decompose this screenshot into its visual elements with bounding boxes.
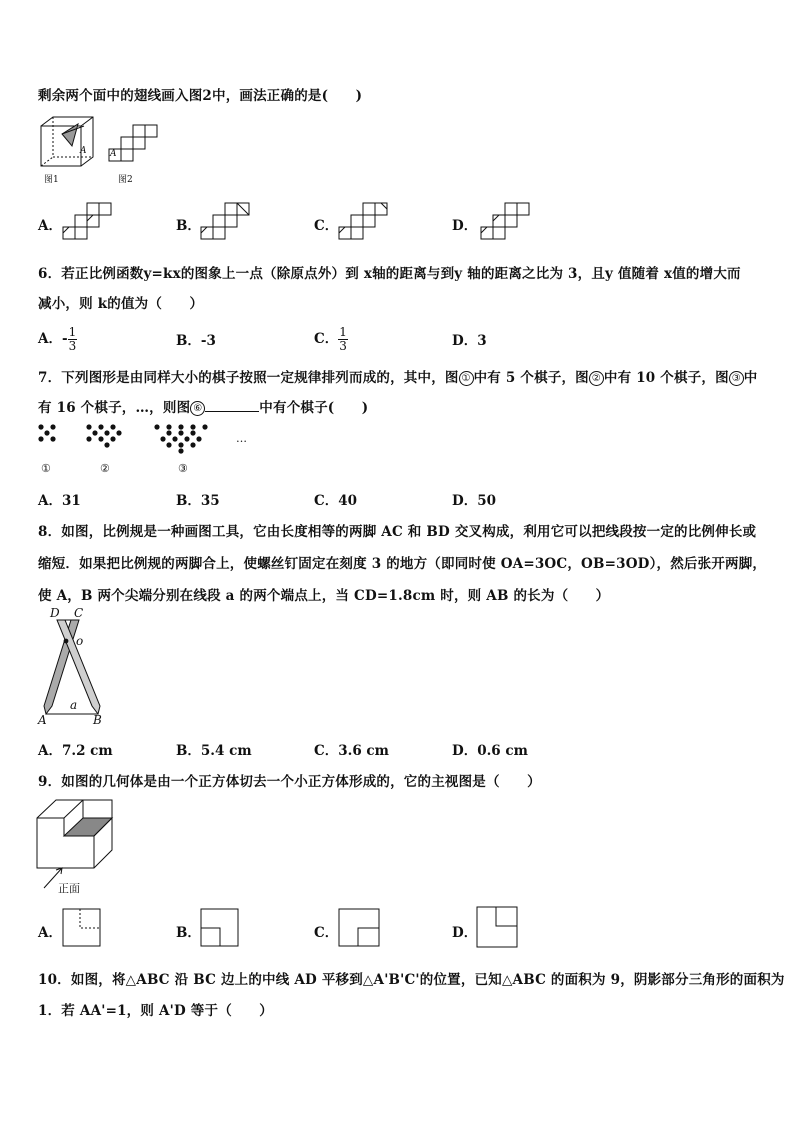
q7-label-3: ③: [178, 462, 188, 475]
q7-pattern-3: [154, 424, 216, 454]
q6-line-1: 6．若正比例函数y=kx的图象上一点（除原点外）到 x轴的距离与到y 轴的距离之比为 3，且y 值随着 x值的增大而: [38, 266, 741, 282]
fig2-caption: 图2: [118, 175, 133, 185]
q9-option-c-view: [338, 908, 382, 948]
q8-label-a-segment: a: [70, 698, 78, 712]
q5-figure-1-cube: [40, 116, 100, 168]
q9-text: 9．如图的几何体是由一个正方体切去一个小正方体形成的，它的主视图是（ ）: [38, 774, 541, 790]
q5-option-d[interactable]: D．: [452, 218, 478, 234]
q8-line-2: 缩短．如果把比例规的两脚合上，使螺丝钉固定在刻度 3 的地方（即同时使 OA=3OC，OB=3OD），然后张开两脚，: [38, 556, 767, 572]
q8-option-a[interactable]: A．7.2 cm: [38, 743, 113, 759]
q7-option-a[interactable]: A．31: [38, 493, 81, 509]
q8-option-c[interactable]: C．3.6 cm: [314, 743, 389, 759]
q9-option-d[interactable]: D．: [452, 925, 478, 941]
q8-option-d[interactable]: D．0.6 cm: [452, 743, 528, 759]
q7-line-1: 7．下列图形是由同样大小的棋子按照一定规律排列而成的，其中，图 ① 中有 5 个棋子，图 ② 中有 10 个棋子，图 ③ 中: [38, 370, 758, 386]
q9-front-label: 正面: [58, 882, 80, 895]
q5-option-c[interactable]: C．: [314, 218, 339, 234]
q8-label-d: D: [50, 606, 60, 620]
q5-option-c-net: [338, 200, 390, 240]
q5-option-b[interactable]: B．: [176, 218, 201, 234]
q6-option-a-fraction: $\frac{1}{3}$: [68, 325, 77, 353]
q8-option-b[interactable]: B．5.4 cm: [176, 743, 252, 759]
q9-option-d-view: [476, 906, 520, 950]
q6-option-c[interactable]: [314, 326, 348, 353]
q5-option-d-net: [480, 200, 532, 240]
q8-label-o: o: [76, 634, 84, 648]
q8-label-c: C: [74, 606, 84, 620]
q9-option-b[interactable]: B．: [176, 925, 201, 941]
fig1-label-a: A: [80, 146, 87, 156]
q5-text: 剩余两个面中的翅线画入图2中，画法正确的是( ): [38, 88, 363, 104]
q9-option-c[interactable]: C．: [314, 925, 339, 941]
q6-option-d[interactable]: D．3: [452, 333, 487, 349]
q8-line-1: 8．如图，比例规是一种画图工具，它由长度相等的两脚 AC 和 BD 交叉构成，利用它可以把线段按一定的比例伸长或: [38, 524, 757, 540]
q9-option-a-view: [62, 908, 102, 948]
q7-option-b[interactable]: B．35: [176, 493, 220, 509]
q7-line-2: 有 16 个棋子，…，则图 ⑥ 中有个棋子( ): [38, 400, 369, 416]
q8-label-a: A: [38, 713, 47, 727]
answer-blank[interactable]: [205, 399, 259, 412]
q8-label-b: B: [93, 713, 102, 727]
q7-label-1: ①: [41, 462, 51, 475]
q7-ellipsis: …: [236, 432, 247, 445]
q5-option-b-net: [200, 200, 252, 240]
q6-option-a[interactable]: [38, 326, 77, 353]
q6-option-c-fraction: $\frac{1}{3}$: [339, 325, 347, 353]
q7-option-d[interactable]: D．50: [452, 493, 496, 509]
q6-line-2: 减小，则 k的值为（ ）: [38, 296, 204, 312]
q9-option-b-view: [200, 908, 240, 948]
q10-line-1: 10．如图，将△ABC 沿 BC 边上的中线 AD 平移到△A'B'C'的位置，已知△ABC 的面积为 9，阴影部分三角形的面积为: [38, 972, 785, 988]
q7-pattern-1: [38, 424, 60, 442]
fig1-caption: 图1: [44, 175, 59, 185]
q9-option-a[interactable]: A．: [38, 925, 62, 941]
q6-option-b[interactable]: B．-3: [176, 333, 216, 349]
fig2-label-a: A: [110, 149, 117, 159]
q5-option-a-net: [62, 200, 114, 240]
q7-option-c[interactable]: C．40: [314, 493, 358, 509]
q7-pattern-2: [86, 424, 126, 446]
q6-option-c-label: C．: [314, 331, 339, 347]
q7-label-2: ②: [100, 462, 110, 475]
q8-line-3: 使 A，B 两个尖端分别在线段 a 的两个端点上，当 CD=1.8cm 时，则 AB 的长为（ ）: [38, 588, 610, 604]
q6-option-a-label: A．-: [38, 331, 68, 347]
q5-option-a[interactable]: A．: [38, 218, 62, 234]
q10-line-2: 1．若 AA'=1，则 A'D 等于（ ）: [38, 1003, 273, 1019]
